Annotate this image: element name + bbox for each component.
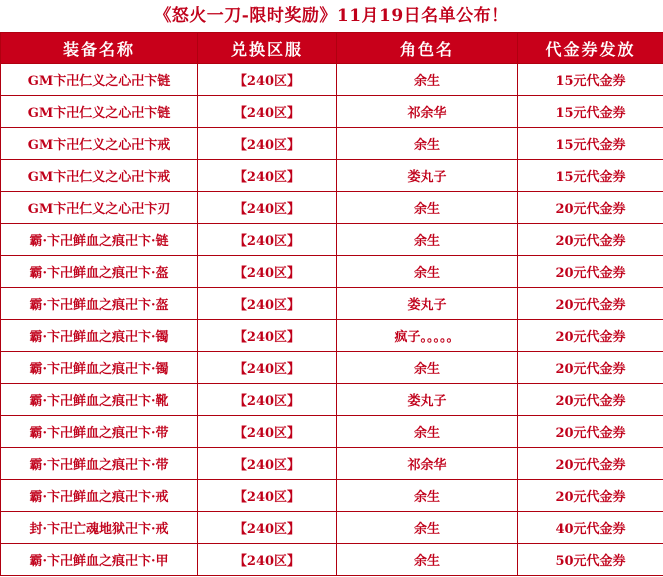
- cell-voucher: 20元代金券: [518, 384, 663, 416]
- cell-voucher: 50元代金券: [518, 544, 663, 576]
- cell-item-name: 封·卞卍亡魂地狱卍卞·戒: [1, 512, 198, 544]
- table-row: [1, 128, 663, 160]
- cell-server: 【240区】: [198, 96, 337, 128]
- cell-role-name: 余生: [337, 352, 518, 384]
- column-header-role: 角色名: [337, 33, 518, 64]
- cell-item-name: GM卞卍仁义之心卍卞链: [1, 96, 198, 128]
- table-row: [1, 448, 663, 480]
- cell-server: 【240区】: [198, 160, 337, 192]
- table-header-row: [1, 33, 663, 64]
- cell-voucher: 15元代金券: [518, 64, 663, 96]
- table-row: [1, 224, 663, 256]
- cell-voucher: 20元代金券: [518, 288, 663, 320]
- cell-voucher: 40元代金券: [518, 512, 663, 544]
- cell-voucher: 20元代金券: [518, 320, 663, 352]
- table-row: [1, 288, 663, 320]
- cell-item-name: 霸·卞卍鲜血之痕卍卞·盔: [1, 256, 198, 288]
- cell-role-name: 娄丸子: [337, 160, 518, 192]
- cell-item-name: 霸·卞卍鲜血之痕卍卞·镯: [1, 352, 198, 384]
- table-row: [1, 320, 663, 352]
- table-row: [1, 480, 663, 512]
- cell-server: 【240区】: [198, 384, 337, 416]
- cell-voucher: 20元代金券: [518, 480, 663, 512]
- cell-role-name: 疯子。。。。。: [337, 320, 518, 352]
- cell-server: 【240区】: [198, 128, 337, 160]
- table-row: [1, 384, 663, 416]
- table-row: [1, 544, 663, 576]
- cell-item-name: 霸·卞卍鲜血之痕卍卞·甲: [1, 544, 198, 576]
- cell-item-name: GM卞卍仁义之心卍卞戒: [1, 128, 198, 160]
- cell-server: 【240区】: [198, 512, 337, 544]
- cell-role-name: 余生: [337, 544, 518, 576]
- cell-role-name: 余生: [337, 128, 518, 160]
- table-row: [1, 512, 663, 544]
- page-title: 《怒火一刀-限时奖励》11月19日名单公布！: [154, 6, 509, 26]
- cell-role-name: 余生: [337, 416, 518, 448]
- table-row: [1, 256, 663, 288]
- cell-role-name: 余生: [337, 224, 518, 256]
- cell-server: 【240区】: [198, 544, 337, 576]
- table-row: [1, 160, 663, 192]
- cell-role-name: 余生: [337, 480, 518, 512]
- cell-role-name: 余生: [337, 512, 518, 544]
- cell-role-name: 余生: [337, 192, 518, 224]
- cell-item-name: 霸·卞卍鲜血之痕卍卞·带: [1, 416, 198, 448]
- cell-role-name: 余生: [337, 64, 518, 96]
- column-header-voucher: 代金券发放: [518, 33, 663, 64]
- cell-item-name: 霸·卞卍鲜血之痕卍卞·靴: [1, 384, 198, 416]
- cell-voucher: 20元代金券: [518, 448, 663, 480]
- cell-voucher: 20元代金券: [518, 256, 663, 288]
- table-row: [1, 96, 663, 128]
- cell-server: 【240区】: [198, 480, 337, 512]
- table-row: [1, 416, 663, 448]
- award-table-body: [1, 64, 663, 576]
- cell-server: 【240区】: [198, 448, 337, 480]
- cell-server: 【240区】: [198, 288, 337, 320]
- table-row: [1, 64, 663, 96]
- cell-voucher: 20元代金券: [518, 352, 663, 384]
- cell-item-name: 霸·卞卍鲜血之痕卍卞·带: [1, 448, 198, 480]
- cell-server: 【240区】: [198, 64, 337, 96]
- column-header-item: 装备名称: [1, 33, 198, 64]
- cell-role-name: 祁余华: [337, 448, 518, 480]
- cell-server: 【240区】: [198, 352, 337, 384]
- cell-voucher: 20元代金券: [518, 224, 663, 256]
- cell-item-name: 霸·卞卍鲜血之痕卍卞·盔: [1, 288, 198, 320]
- cell-server: 【240区】: [198, 416, 337, 448]
- cell-item-name: 霸·卞卍鲜血之痕卍卞·戒: [1, 480, 198, 512]
- cell-role-name: 祁余华: [337, 96, 518, 128]
- cell-voucher: 20元代金券: [518, 192, 663, 224]
- cell-role-name: 娄丸子: [337, 288, 518, 320]
- award-table: [0, 32, 663, 576]
- cell-voucher: 15元代金券: [518, 96, 663, 128]
- cell-role-name: 娄丸子: [337, 384, 518, 416]
- cell-role-name: 余生: [337, 256, 518, 288]
- cell-item-name: GM卞卍仁义之心卍卞链: [1, 64, 198, 96]
- cell-server: 【240区】: [198, 192, 337, 224]
- cell-item-name: 霸·卞卍鲜血之痕卍卞·镯: [1, 320, 198, 352]
- table-row: [1, 192, 663, 224]
- cell-server: 【240区】: [198, 224, 337, 256]
- cell-server: 【240区】: [198, 320, 337, 352]
- cell-voucher: 20元代金券: [518, 416, 663, 448]
- cell-server: 【240区】: [198, 256, 337, 288]
- cell-item-name: 霸·卞卍鲜血之痕卍卞·链: [1, 224, 198, 256]
- table-row: [1, 352, 663, 384]
- cell-voucher: 15元代金券: [518, 128, 663, 160]
- column-header-server: 兑换区服: [198, 33, 337, 64]
- cell-voucher: 15元代金券: [518, 160, 663, 192]
- cell-item-name: GM卞卍仁义之心卍卞戒: [1, 160, 198, 192]
- cell-item-name: GM卞卍仁义之心卍卞刃: [1, 192, 198, 224]
